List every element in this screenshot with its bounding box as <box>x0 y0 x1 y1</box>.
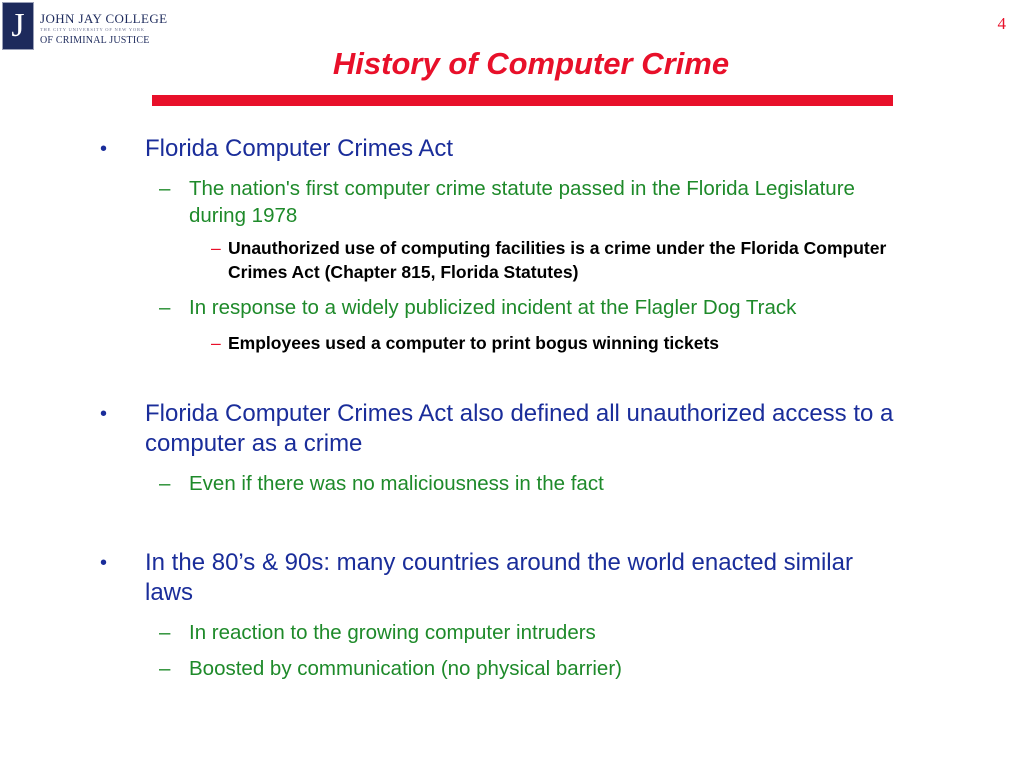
bullet-text: Florida Computer Crimes Act also defined all unauthorized access to a computer as a crime <box>145 400 894 457</box>
bullet-text: In the 80’s & 90s: many countries around the world enacted similar laws <box>145 549 853 606</box>
dash-marker: – <box>159 621 171 644</box>
sub-bullet-item <box>159 655 889 682</box>
slide-title: History of Computer Crime <box>332 46 730 81</box>
bullet-dot: • <box>100 403 108 425</box>
bullet-item <box>100 548 905 608</box>
sub-sub-bullet-item <box>211 236 890 284</box>
sub-bullet-text: Even if there was no maliciousness in the fact <box>189 472 604 495</box>
sub-bullet-item <box>159 470 889 497</box>
logo-university-name: THE CITY UNIVERSITY OF NEW YORK <box>40 27 145 32</box>
bullet-text: Florida Computer Crimes Act <box>145 135 454 162</box>
bullet-dot: • <box>100 552 108 574</box>
bullet-item <box>100 399 900 459</box>
sub-sub-bullet-item <box>211 331 928 355</box>
logo-letter: J <box>11 7 25 44</box>
sub-sub-bullet-text: Employees used a computer to print bogus winning tickets <box>228 333 720 353</box>
dash-marker: – <box>159 472 171 495</box>
sub-bullet-item <box>159 175 901 229</box>
sub-bullet-item <box>159 619 889 646</box>
dash-marker: – <box>211 238 221 258</box>
sub-bullet-text: In reaction to the growing computer intruders <box>189 621 596 644</box>
dash-marker: – <box>159 657 171 680</box>
sub-bullet-text: In response to a widely publicized incident at the Flagler Dog Track <box>189 296 797 319</box>
sub-bullet-text: Boosted by communication (no physical barrier) <box>189 657 622 680</box>
dash-marker: – <box>159 296 171 319</box>
sub-bullet-text: The nation's first computer crime statute passed in the Florida Legislature during 1978 <box>189 177 855 227</box>
bullet-dot: • <box>100 138 108 160</box>
dash-marker: – <box>159 177 171 200</box>
sub-sub-bullet-text: Unauthorized use of computing facilities is a crime under the Florida Computer Crimes Act (Chapter 815, Florida Statutes) <box>228 238 887 282</box>
dash-marker: – <box>211 333 221 353</box>
bullet-item <box>100 134 545 164</box>
logo-college-name: JOHN JAY COLLEGE <box>40 11 168 26</box>
sub-bullet-item <box>159 294 969 321</box>
page-number: 4 <box>997 14 1006 33</box>
logo-college-subtitle: OF CRIMINAL JUSTICE <box>40 35 150 46</box>
